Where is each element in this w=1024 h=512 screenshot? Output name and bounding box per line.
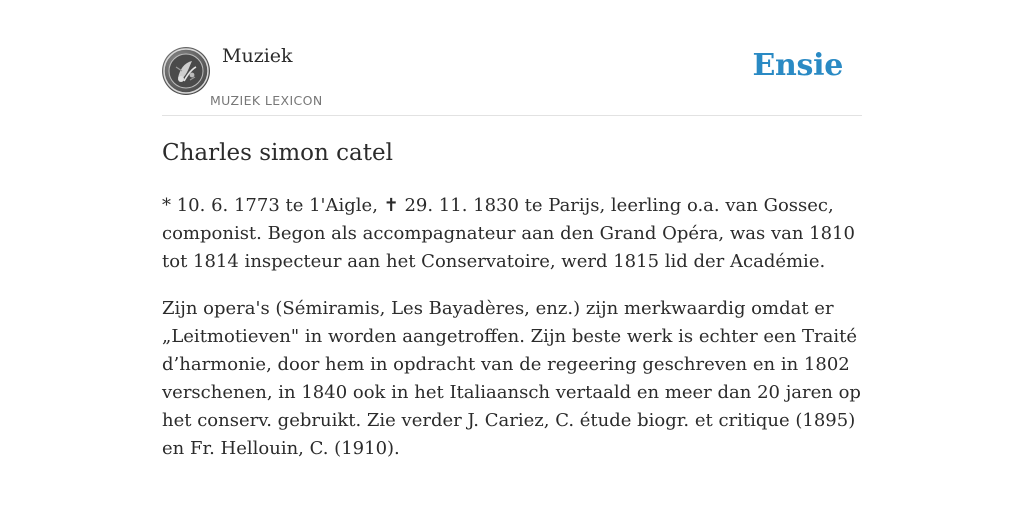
brand-logo[interactable]: Ensie [752,48,843,83]
site-name[interactable]: Muziek [222,45,293,67]
article-paragraph: Zijn opera's (Sémiramis, Les Bayadères, enz.) zijn merkwaardig omdat er „Leitmotieven" in worden aangetroffen. Zijn beste werk is echter een Traité d’harmonie, door hem in opdracht van de regeering geschreven en in 1802 verschenen, in 1840 ook in het Italiaansch vertaald en meer dan 20 jaren op het conserv. gebruikt. Zie verder J. Cariez, C. étude biogr. et critique (1895) en Fr. Hellouin, C. (1910). [162,298,861,459]
music-emblem-icon[interactable] [162,47,210,95]
article-title: Charles simon catel [162,140,393,166]
article-body [162,192,862,482]
page [162,0,862,512]
site-subtitle: MUZIEK LEXICON [210,93,323,108]
header [162,0,862,116]
article-paragraph: * 10. 6. 1773 te 1'Aigle, ✝ 29. 11. 1830 te Parijs, leerling o.a. van Gossec, componist. Begon als accompagnateur aan den Grand Opéra, was van 1810 tot 1814 inspecteur aan het Conservatoire, werd 1815 lid der Académie. [162,195,855,272]
